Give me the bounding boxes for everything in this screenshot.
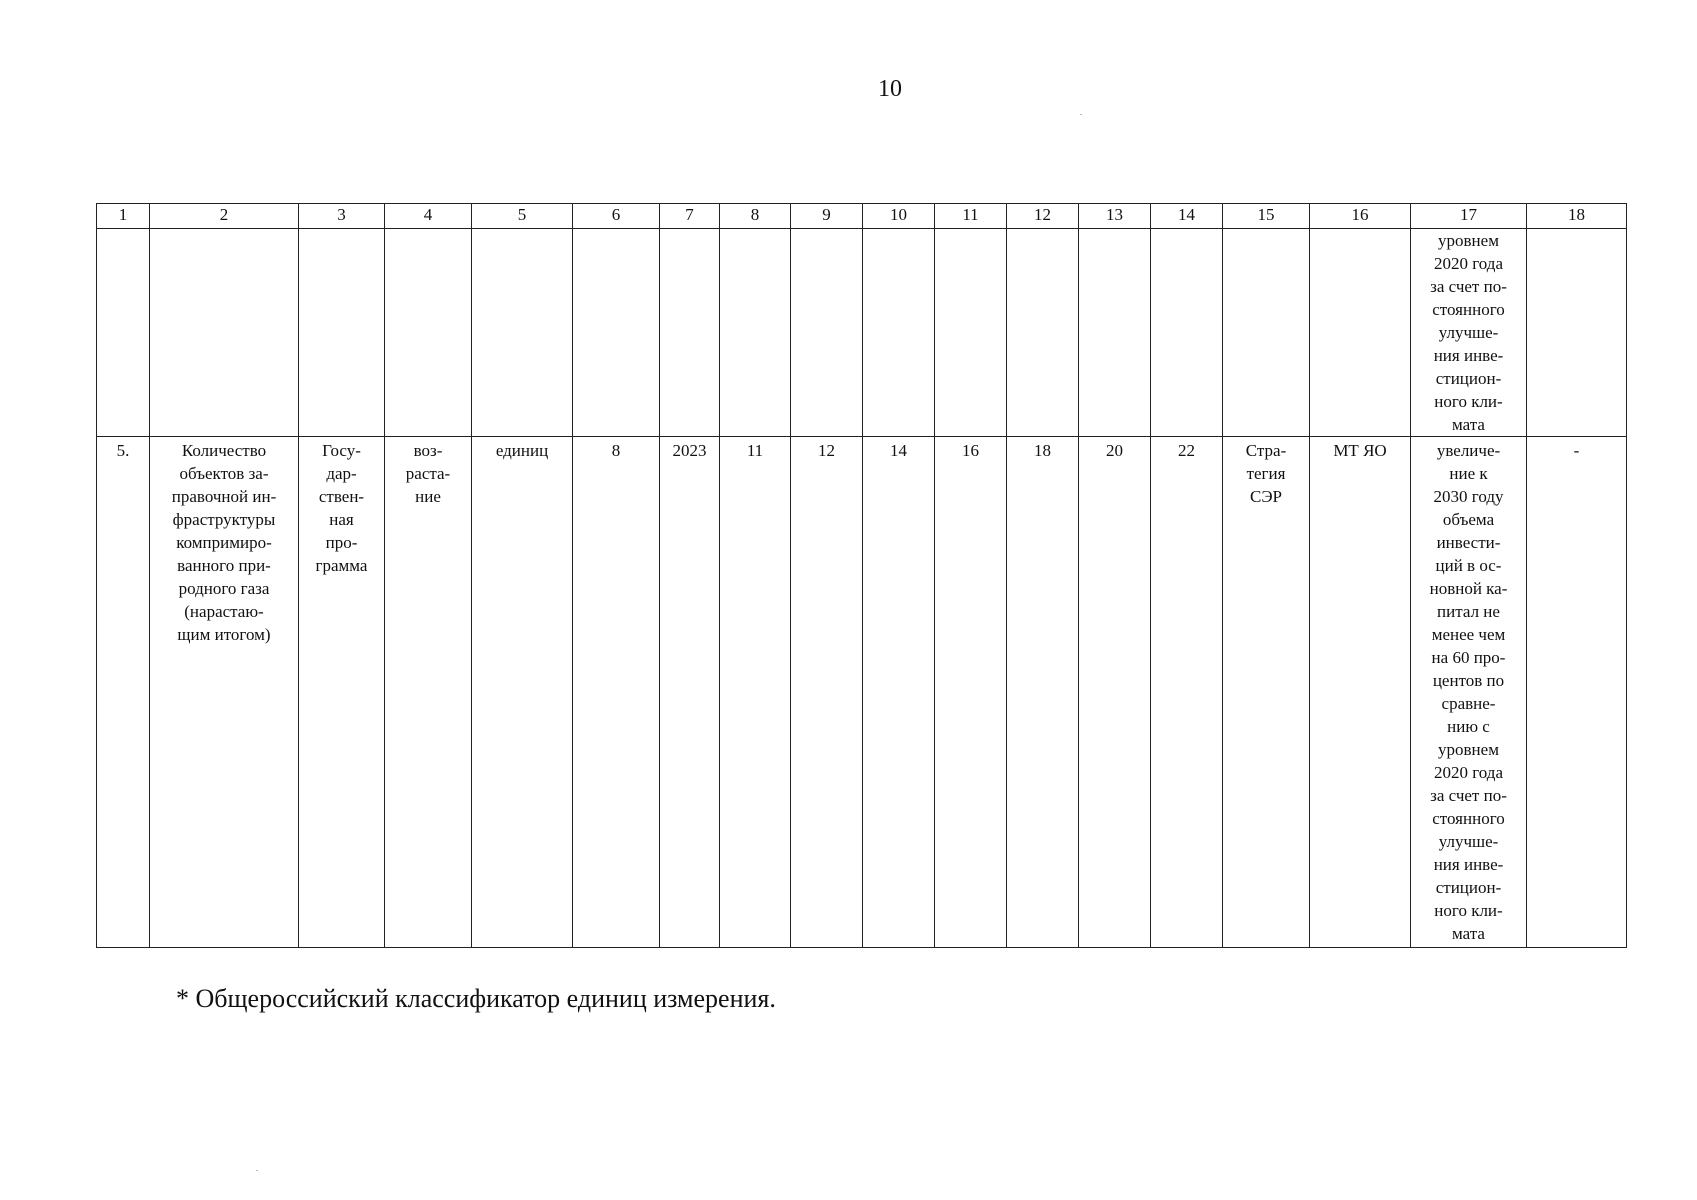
- page-number: 10: [878, 76, 902, 102]
- table-row-continuation: [97, 229, 1627, 437]
- indicators-table: [96, 203, 1627, 948]
- goal-cell: увеличе- ние к 2030 году объема инвести- ций в ос- новной ка- питал не менее чем на 60 про- центов по сравне- нию с уровнем 2020 года за счет по- стоянного улучше- ния инве- стицион- ного кли- мата: [1411, 437, 1527, 948]
- table-cell: [472, 229, 573, 437]
- scan-artifact: [256, 1170, 258, 1171]
- table-cell: [720, 229, 791, 437]
- column-header: 7: [660, 204, 720, 229]
- table-header-row: [97, 204, 1627, 229]
- column-header: 15: [1223, 204, 1310, 229]
- column-header: 2: [150, 204, 299, 229]
- table-cell: [573, 229, 660, 437]
- column-header: 10: [863, 204, 935, 229]
- column-header: 16: [1310, 204, 1411, 229]
- table-cell: [935, 229, 1007, 437]
- footnote: * Общероссийский классификатор единиц измерения.: [176, 984, 776, 1013]
- column-header: 4: [385, 204, 472, 229]
- base-year-cell: 2023: [660, 437, 720, 948]
- table-cell: [791, 229, 863, 437]
- table-cell: [1007, 229, 1079, 437]
- row-number-cell: 5.: [97, 437, 150, 948]
- value-cell-col14: 22: [1151, 437, 1223, 948]
- column-header: 12: [1007, 204, 1079, 229]
- table-cell: [1223, 229, 1310, 437]
- document-cell: Стра- тегия СЭР: [1223, 437, 1310, 948]
- table-cell: [1151, 229, 1223, 437]
- table-cell: [660, 229, 720, 437]
- column-header: 8: [720, 204, 791, 229]
- column-header: 1: [97, 204, 150, 229]
- indicators-table-wrapper: [96, 203, 1606, 948]
- value-cell-col13: 20: [1079, 437, 1151, 948]
- column-header: 6: [573, 204, 660, 229]
- table-cell: [1079, 229, 1151, 437]
- table-cell: [97, 229, 150, 437]
- table-cell: [863, 229, 935, 437]
- table-cell: [299, 229, 385, 437]
- column-header: 3: [299, 204, 385, 229]
- column-header: 5: [472, 204, 573, 229]
- column-header: 18: [1527, 204, 1627, 229]
- goal-continuation-cell: уровнем 2020 года за счет по- стоянного улучше- ния инве- стицион- ного кли- мата: [1411, 229, 1527, 437]
- column-header: 14: [1151, 204, 1223, 229]
- base-value-cell: 8: [573, 437, 660, 948]
- column-header: 17: [1411, 204, 1527, 229]
- scan-artifact: [1080, 114, 1082, 115]
- table-cell: [385, 229, 472, 437]
- table-cell: [1310, 229, 1411, 437]
- value-cell-col8: 11: [720, 437, 791, 948]
- value-cell-col10: 14: [863, 437, 935, 948]
- direction-cell: воз- раста- ние: [385, 437, 472, 948]
- value-cell-col12: 18: [1007, 437, 1079, 948]
- table-cell: [1527, 229, 1627, 437]
- source-cell: Госу- дар- ствен- ная про- грамма: [299, 437, 385, 948]
- column-header: 11: [935, 204, 1007, 229]
- column-header: 13: [1079, 204, 1151, 229]
- value-cell-col11: 16: [935, 437, 1007, 948]
- table-row-5: [97, 437, 1627, 948]
- responsible-cell: МТ ЯО: [1310, 437, 1411, 948]
- indicator-name-cell: Количество объектов за- правочной ин- фраструктуры компримиро- ванного при- родного газа (нарастаю- щим итогом): [150, 437, 299, 948]
- value-cell-col9: 12: [791, 437, 863, 948]
- unit-cell: единиц: [472, 437, 573, 948]
- table-cell: [150, 229, 299, 437]
- column-header: 9: [791, 204, 863, 229]
- col18-cell: -: [1527, 437, 1627, 948]
